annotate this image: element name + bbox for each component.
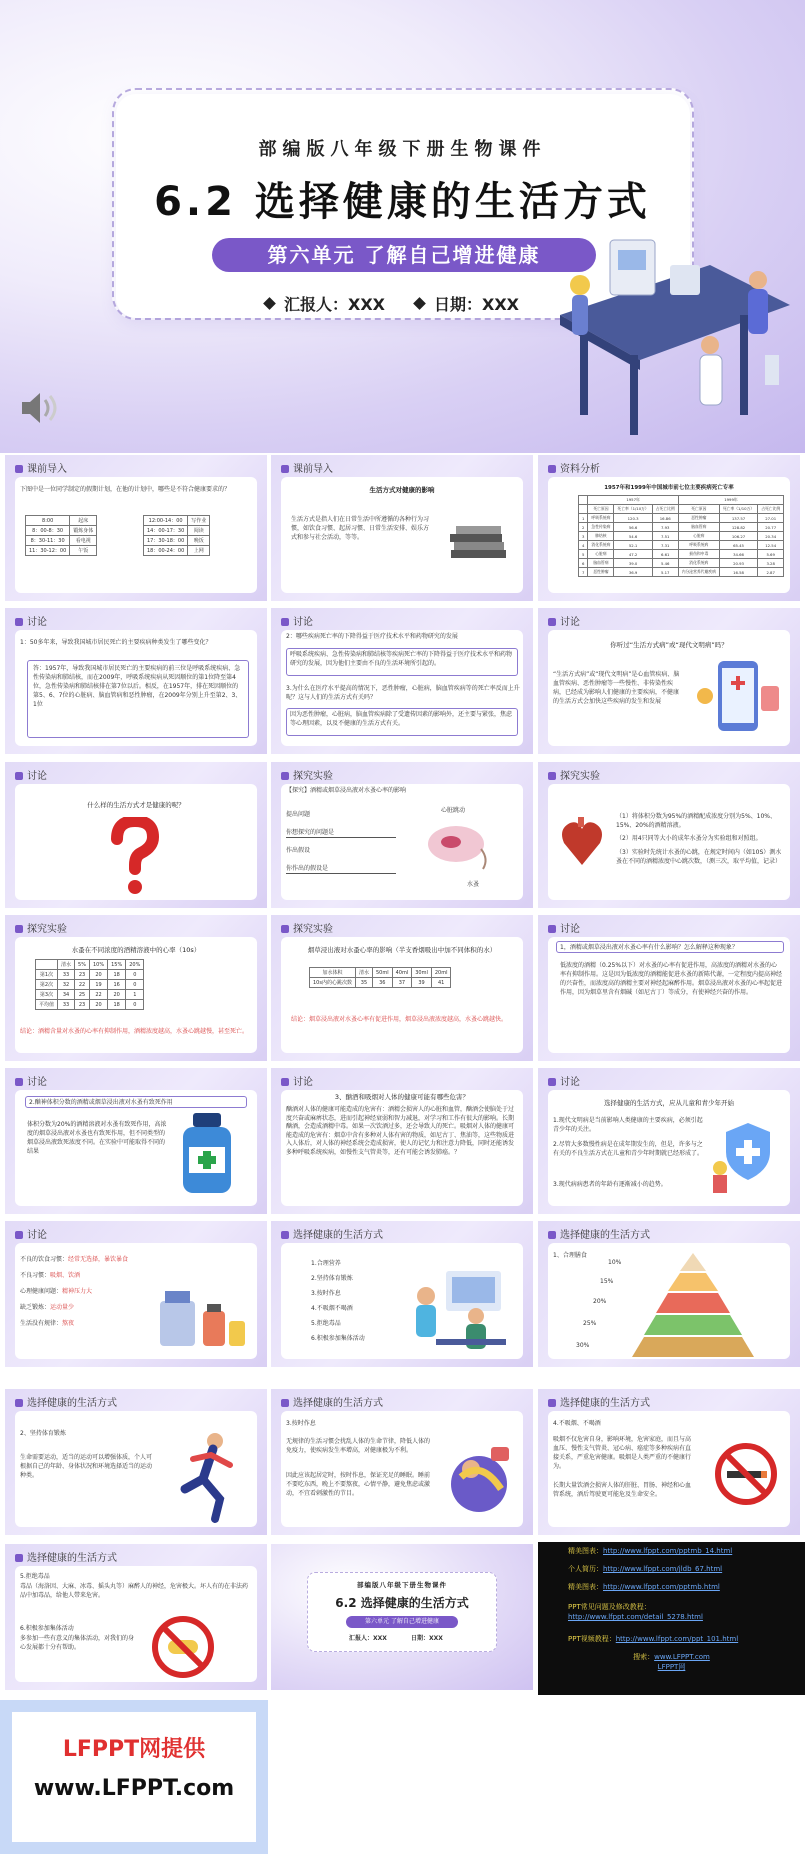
pyramid-percent: 10% [608, 1259, 622, 1266]
phone-medical-icon [693, 656, 783, 736]
question-text: 2：哪些疾病死亡率的下降得益于医疗技术水平和药物研究的发展 [286, 633, 458, 640]
list-item: 1.合理营养 [311, 1260, 341, 1267]
slide-title: 2、坚持体育锻炼 [20, 1430, 66, 1437]
cover-reporter: 汇报人：XXX [265, 292, 385, 315]
logo-text-line1: LFPPT网提供 [62, 1737, 206, 1762]
body-text: 生命需要运动，适当的运动可以增强体质，个人可根据自己的年龄、身体状况和环境选择适当的运动种类。 [20, 1454, 153, 1479]
logo-slide [0, 1700, 268, 1854]
cover-date: 日期：XXX [415, 292, 519, 315]
list-item: 生活没有规律：熬夜 [20, 1320, 75, 1327]
question-text: 1，酒精或烟草浸出液对水蚤心率有什么影响？怎么解释这种现象？ [560, 944, 738, 951]
slide-thumbnail[interactable] [271, 762, 533, 908]
answer-text: 呼吸系统疾病、急性传染病和肺结核等疾病死亡率的下降得益于医疗技术水平和药物研究的发展，因为他们主要由不良的生活环境所引起的。 [290, 651, 513, 667]
slide-header: 选择健康的生活方式 [15, 1394, 117, 1409]
slide-thumbnail[interactable] [538, 1389, 800, 1535]
question-text: 3.为什么在医疗水平提高的情况下，恶性肿瘤，心脏病，脑血管疾病等的死亡率反而上升呢？这与人们的生活方式有关吗？ [286, 685, 520, 701]
slide-thumbnail[interactable] [271, 1544, 533, 1690]
question-text: 什么样的生活方式才是健康的呢？ [87, 801, 185, 809]
list-item: 2.坚持体育锻炼 [311, 1275, 353, 1282]
slide-header: 选择健康的生活方式 [548, 1394, 650, 1409]
answer-text: 体积分数为20%的酒精溶液对水蚤有致死作用，高浓度的烟草浸出液对水蚤也有致死作用，但不同类型的烟草浸出液致死浓度不同。在实验中可能取得不同的结果 [27, 1121, 167, 1155]
slide-header: 选择健康的生活方式 [281, 1394, 383, 1409]
body-text: 生活方式是指人们在日常生活中所遵循的各种行为习惯，如饮食习惯、起居习惯、日常生活安排、娱乐方式和参与社会活动，等等。 [291, 516, 430, 541]
alcohol-heart-rate-table: 清水 5% 10% 15% 20% 第1次 33 23 20 18 0 第2次 32 22 19 16 0 第3次 34 25 22 20 1 平均值 33 23 20 18 0 [35, 959, 144, 1010]
slide-header: 讨论 [548, 613, 580, 628]
sleeping-person-illustration [441, 1439, 516, 1519]
slide-title: 选择健康的生活方式，应从儿童和青少年开始 [604, 1099, 734, 1107]
slide-header: 讨论 [15, 1073, 47, 1088]
clinic-illustration [396, 1261, 516, 1351]
slide-thumbnail[interactable] [538, 455, 800, 601]
slide-header: 讨论 [15, 1226, 47, 1241]
conclusion-text: 结论：烟草浸出液对水蚤心率有促进作用，烟草浸出液浓度越高，水蚤心跳越快。 [291, 1016, 508, 1023]
procedure-line: 提出问题 [286, 811, 311, 818]
slide-header: 讨论 [15, 767, 47, 782]
link-row[interactable]: LFPPT网 [657, 1663, 686, 1671]
slide-thumbnail[interactable] [5, 1068, 267, 1214]
cover-unit-pill: 第六单元 了解自己增进健康 [212, 238, 596, 272]
table-title: 水蚤在不同浓度的酒精溶液中的心率（10s） [71, 946, 201, 954]
list-item: 5.拒绝毒品 [311, 1320, 341, 1327]
slide-header: 探究实验 [548, 767, 600, 782]
slide-title: 3.按时作息 [286, 1420, 316, 1427]
procedure-line: 你想探究的问题是 [286, 828, 396, 838]
list-item: 不良的饮食习惯：经常无选择，暴饮暴食 [20, 1256, 129, 1263]
procedure-line: 作出假设 [286, 847, 311, 854]
slide-title: 1、合理膳食 [553, 1252, 587, 1259]
pyramid-percent: 20% [593, 1298, 607, 1305]
speaker-icon[interactable] [18, 390, 58, 426]
cover-subtitle: 部编版八年级下册生物课件 [258, 139, 547, 160]
cover-title: 6.2 选择健康的生活方式 [154, 179, 651, 225]
slide-thumbnail[interactable] [5, 915, 267, 1061]
question-text: 你听过“生活方式病”或“现代文明病”吗？ [610, 641, 728, 649]
books-icon [446, 520, 511, 570]
slide-header: 选择健康的生活方式 [15, 1549, 117, 1564]
link-row[interactable]: PPT视频教程：http://www.lfppt.com/ppt_101.html [568, 1635, 739, 1643]
slide-header: 探究实验 [281, 920, 333, 935]
cover-unit-pill: 第六单元 了解自己增进健康 [346, 1616, 458, 1628]
runner-illustration [165, 1429, 245, 1524]
pyramid-percent: 30% [576, 1342, 590, 1349]
answer-text: 因为恶性肿瘤，心脏病，脑血管疾病除了受遗传因素的影响外，还主要与紧张，焦虑等心理因素，以及不健康的生活方式有关。 [290, 711, 513, 727]
slide-thumbnail[interactable] [5, 762, 267, 908]
slide-thumbnail[interactable] [538, 915, 800, 1061]
logo-text-line2: www.LFPPT.com [33, 1776, 235, 1801]
answer-text: 低浓度的酒精（0.25%以下）对水蚤的心率有促进作用，高浓度的酒精对水蚤的心率有抑制作用。这是因为低浓度的酒精能促进水蚤的新陈代谢，一定程度内提高神经的兴奋性，而浓度高的酒精主要对神经起麻醉作用。烟草浸出液对水蚤的心率起促进作用，因为烟草里含有烟碱（如尼古丁）等成分，有使神经兴奋的作用。 [560, 962, 783, 996]
medicine-bottle-icon [175, 1113, 240, 1198]
schedule-table-right: 12:00-14：00 写作业 14：00-17：30 阅读 17：30-18：00 晚饭 18：00-24：00 上网 [143, 515, 210, 556]
question-mark-icon [105, 817, 165, 897]
slide-header: 讨论 [281, 1073, 313, 1088]
food-pyramid-diagram [628, 1249, 758, 1359]
answer-text: 答：1957年，导致我国城市居民死亡的主要疾病的前三位是呼吸系统疾病、急性传染病和肺结核，而在2009年，呼吸系统疾病从死因顺位的第1位降至第4位，急性传染病和肺结核排在第7位以后。相反，在1957年，排在死因顺位的第5、6、7位的心脏病、脑血管病和恶性肿瘤，在2009年分别上升至第2、3、1位 [33, 665, 242, 708]
cover-reporter: 汇报人：XXX [349, 1635, 387, 1642]
water-flea-illustration [421, 814, 491, 874]
slide-thumbnail[interactable] [5, 1544, 267, 1690]
slide-title: 1957年和1999年中国城市前七位主要疾病死亡专率 [604, 485, 734, 491]
slide-header: 选择健康的生活方式 [548, 1226, 650, 1241]
question-text: 3、酗酒和吸烟对人体的健康可能有哪些危害？ [334, 1093, 470, 1101]
body-text: “生活方式病”或“现代文明病”是心血管疾病、脑血管疾病、恶性肿瘤等一些慢性、非传染性疾病，已经成为影响人们健康的主要疾病，不健康的生活方式会加快这些疾病的发生和发展 [553, 671, 680, 705]
list-item: 缺乏锻炼：运动量少 [20, 1304, 75, 1311]
slide-header: 讨论 [548, 1073, 580, 1088]
slide-header: 资料分析 [548, 460, 600, 475]
body-text: 无规律的生活习惯会扰乱人体的生命节律，降低人体的免疫力，使疾病发生率增高，对健康极为不利。 [286, 1438, 431, 1454]
list-item: 1.现代文明病是当前影响人类健康的主要疾病，必须引起青少年的关注。 [553, 1117, 703, 1133]
list-item: 3.现代病病患者的年龄有逐渐减小的趋势。 [553, 1181, 667, 1188]
link-row[interactable]: PPT常见问题及修改教程： http://www.lfppt.com/detail_5278.html [568, 1603, 703, 1621]
slide-thumbnail[interactable] [271, 1221, 533, 1367]
slide-thumbnail[interactable] [538, 608, 800, 754]
no-smoking-icon [713, 1441, 779, 1507]
slide-header: 讨论 [281, 613, 313, 628]
question-text: 2.酗神体积分数的酒精或烟草浸出液对水蚤有致死作用 [29, 1099, 173, 1106]
body-text: 吸烟不仅危害自身，影响环境，危害家庭，而且与高血压、慢性支气管炎、冠心病、癌症等多种疾病有直接关系，严重危害健康。吸烟是人类严重的不健康行为。 [553, 1436, 692, 1470]
body-text: 毒品（海洛因、大麻、冰毒、摇头丸等）麻醉人的神经，危害极大。坏人有的在非法药品中加毒品，给他人带来危害。 [20, 1583, 249, 1599]
slide-header: 讨论 [15, 613, 47, 628]
slide-thumbnail[interactable] [538, 1068, 800, 1214]
slide-title: 生活方式对健康的影响 [369, 486, 435, 494]
doctor-illustration [708, 1118, 788, 1193]
list-item: 4.不吸烟不喝酒 [311, 1305, 353, 1312]
pyramid-percent: 25% [583, 1320, 597, 1327]
slide-title: 5.拒绝毒品 [20, 1573, 50, 1580]
link-row[interactable]: 精美图表：http://www.lfppt.com/pptmb.html [568, 1583, 720, 1591]
table-title: 烟草浸出液对水蚤心率的影响（半支香烟吸出中加不同体积的水） [307, 946, 497, 954]
slide-thumbnail[interactable] [271, 1068, 533, 1214]
links-slide [538, 1542, 805, 1695]
procedure-line: 你作出的假设是 [286, 864, 396, 874]
slide-header: 探究实验 [15, 920, 67, 935]
cover-title: 6.2 选择健康的生活方式 [335, 1596, 469, 1610]
body-text: 多参加一些有意义的集体活动，对我们的身心发展都十分有帮助。 [20, 1635, 135, 1651]
slide-thumbnail[interactable] [5, 455, 267, 601]
conclusion-text: 结论：酒精含量对水蚤的心率有抑制作用，酒精浓度越高，水蚤心跳越慢，甚至死亡。 [20, 1028, 249, 1035]
slide-header: 课前导入 [281, 460, 333, 475]
pyramid-percent: 15% [600, 1278, 614, 1285]
schedule-table-left: 8:00 起床 8：00-8：30 锻炼身体 8：30-11：30 看电视 11：30-12：00 午饭 [25, 515, 97, 556]
slide-header: 课前导入 [15, 460, 67, 475]
body-text: 因此应该起居定时，按时作息，保证充足的睡眠。睡前不要吃东西，晚上不要熬夜，心情平静，避免焦虑或激动，不宜看刺激性的节目。 [286, 1472, 431, 1497]
procedure-item: （1）将体积分数为95%的酒精配成浓度分别为5%、10%、15%、20%的酒精溶液。 [616, 813, 777, 829]
tobacco-heart-rate-table: 加水体积 清水 50ml 40ml 30ml 20ml 10s内的心跳次数 35 36 37 39 41 [309, 967, 451, 988]
slide-header: 讨论 [548, 920, 580, 935]
body-text: 长期大量饮酒会损害人体的肝脏、胃肠、神经和心血管系统，酒后驾驶更可能危及生命安全。 [553, 1482, 692, 1498]
cover-subtitle: 部编版八年级下册生物课件 [357, 1581, 447, 1589]
diagram-label: 心脏跳动 [441, 807, 466, 814]
list-item: 心理健康问题：精神压力大 [20, 1288, 93, 1295]
question-text: 1：50多年来，导致我国城市居民死亡的主要疾病种类发生了哪些变化？ [20, 639, 212, 646]
medicine-illustration [155, 1276, 250, 1351]
slide-thumbnail[interactable] [271, 915, 533, 1061]
list-item: 6.积极参加集体活动 [311, 1335, 365, 1342]
procedure-item: （2）用4只同等大小的成年水蚤分为实验组和对照组。 [616, 835, 762, 842]
slide-thumbnail[interactable] [271, 1389, 533, 1535]
heart-icon [560, 817, 605, 867]
disease-table: 1957年 1999年 死亡原因 死亡率（1/10万） 占死亡比例 死亡原因 死亡率（1/10万） 占死亡比例 1 呼吸系统病 120.3 16.86 恶性肿瘤 137.57 27.01 2 急性传染病 56.6 7.93 脑血管病 128.82 20.77 3 肺结核 54.6 7.51 心脏病 106.27 20.34 4 消化系统病 52.1 7.31 呼吸系统病 65.45 12.54 5 心脏病 47.2 6.61 损伤和中毒 34.66 5.69 6 脑血管病 39.0 5.46 消化系统病 20.93 3.28 7 恶性肿瘤 36.9 5.17 内分泌营养代谢疾病 16.58 2.87 [578, 495, 784, 577]
slide-thumbnail[interactable] [271, 608, 533, 754]
slide-header: 选择健康的生活方式 [281, 1226, 383, 1241]
slide-title: 6.积极参加集体活动 [20, 1625, 74, 1632]
procedure-item: （3）实验时先统计水蚤的心跳，在规定时间内（如10S）测水蚤在不同的酒精浓度中心跳次数，（测三次，取平均值，记录） [616, 849, 782, 865]
list-item: 不良习惯：吸烟、饮酒 [20, 1272, 81, 1279]
cover-slide [0, 0, 805, 453]
diagram-label: 水蚤 [467, 881, 480, 888]
slide-thumbnail[interactable] [538, 1221, 800, 1367]
slide-thumbnail[interactable] [538, 762, 800, 908]
cover-date: 日期：XXX [411, 1635, 443, 1642]
slide-thumbnail[interactable] [271, 455, 533, 601]
question-text: 下图中是一位同学制定的假期计划，在他的计划中，哪些是不符合健康要求的？ [20, 486, 231, 493]
no-drugs-icon [150, 1614, 216, 1680]
list-item: 2.尽管大多数慢性病是在成年期发生的，但是，许多与之有关的不良生活方式在儿童和青少年时期就已经形成了。 [553, 1141, 704, 1157]
slide-header: 探究实验 [281, 767, 333, 782]
slide-title: 【探究】酒精或烟草浸出液对水蚤心率的影响 [286, 787, 407, 794]
slide-thumbnail[interactable] [5, 608, 267, 754]
laboratory-illustration [560, 225, 790, 440]
link-row[interactable]: 精美图表：http://www.lfppt.com/pptmb_14.html [568, 1547, 733, 1555]
slide-thumbnail[interactable] [5, 1221, 267, 1367]
slide-title: 4.不吸烟、不喝酒 [553, 1420, 601, 1427]
link-row[interactable]: 个人简历：http://www.lfppt.com/jldb_67.html [568, 1565, 723, 1573]
answer-text: 酗酒对人体的健康可能造成的危害有：酒精会损害人的心脏和血管，酗酒会使脑处于过度兴奋或麻痹状态，进而引起神经衰弱和智力减退，对学习和工作有很大的影响。长期酗酒，会造成酒精中毒。如果一次饮酒过多，还会导致人的死亡。吸烟对人体的健康可能造成的危害有：烟草中含有多种对人体有害的物质，如尼古丁、焦油等，这些物质进入人体后，对人体的神经系统会造成损害，使人的记忆力和注意力降低，同时还能诱发多种呼吸系统疾病，如慢性支气管炎等，还有可能会诱发肺癌。？ [286, 1106, 515, 1156]
list-item: 3.按时作息 [311, 1290, 341, 1297]
slide-thumbnail[interactable] [5, 1389, 267, 1535]
link-row[interactable]: 搜索：www.LFPPT.com [633, 1653, 710, 1661]
